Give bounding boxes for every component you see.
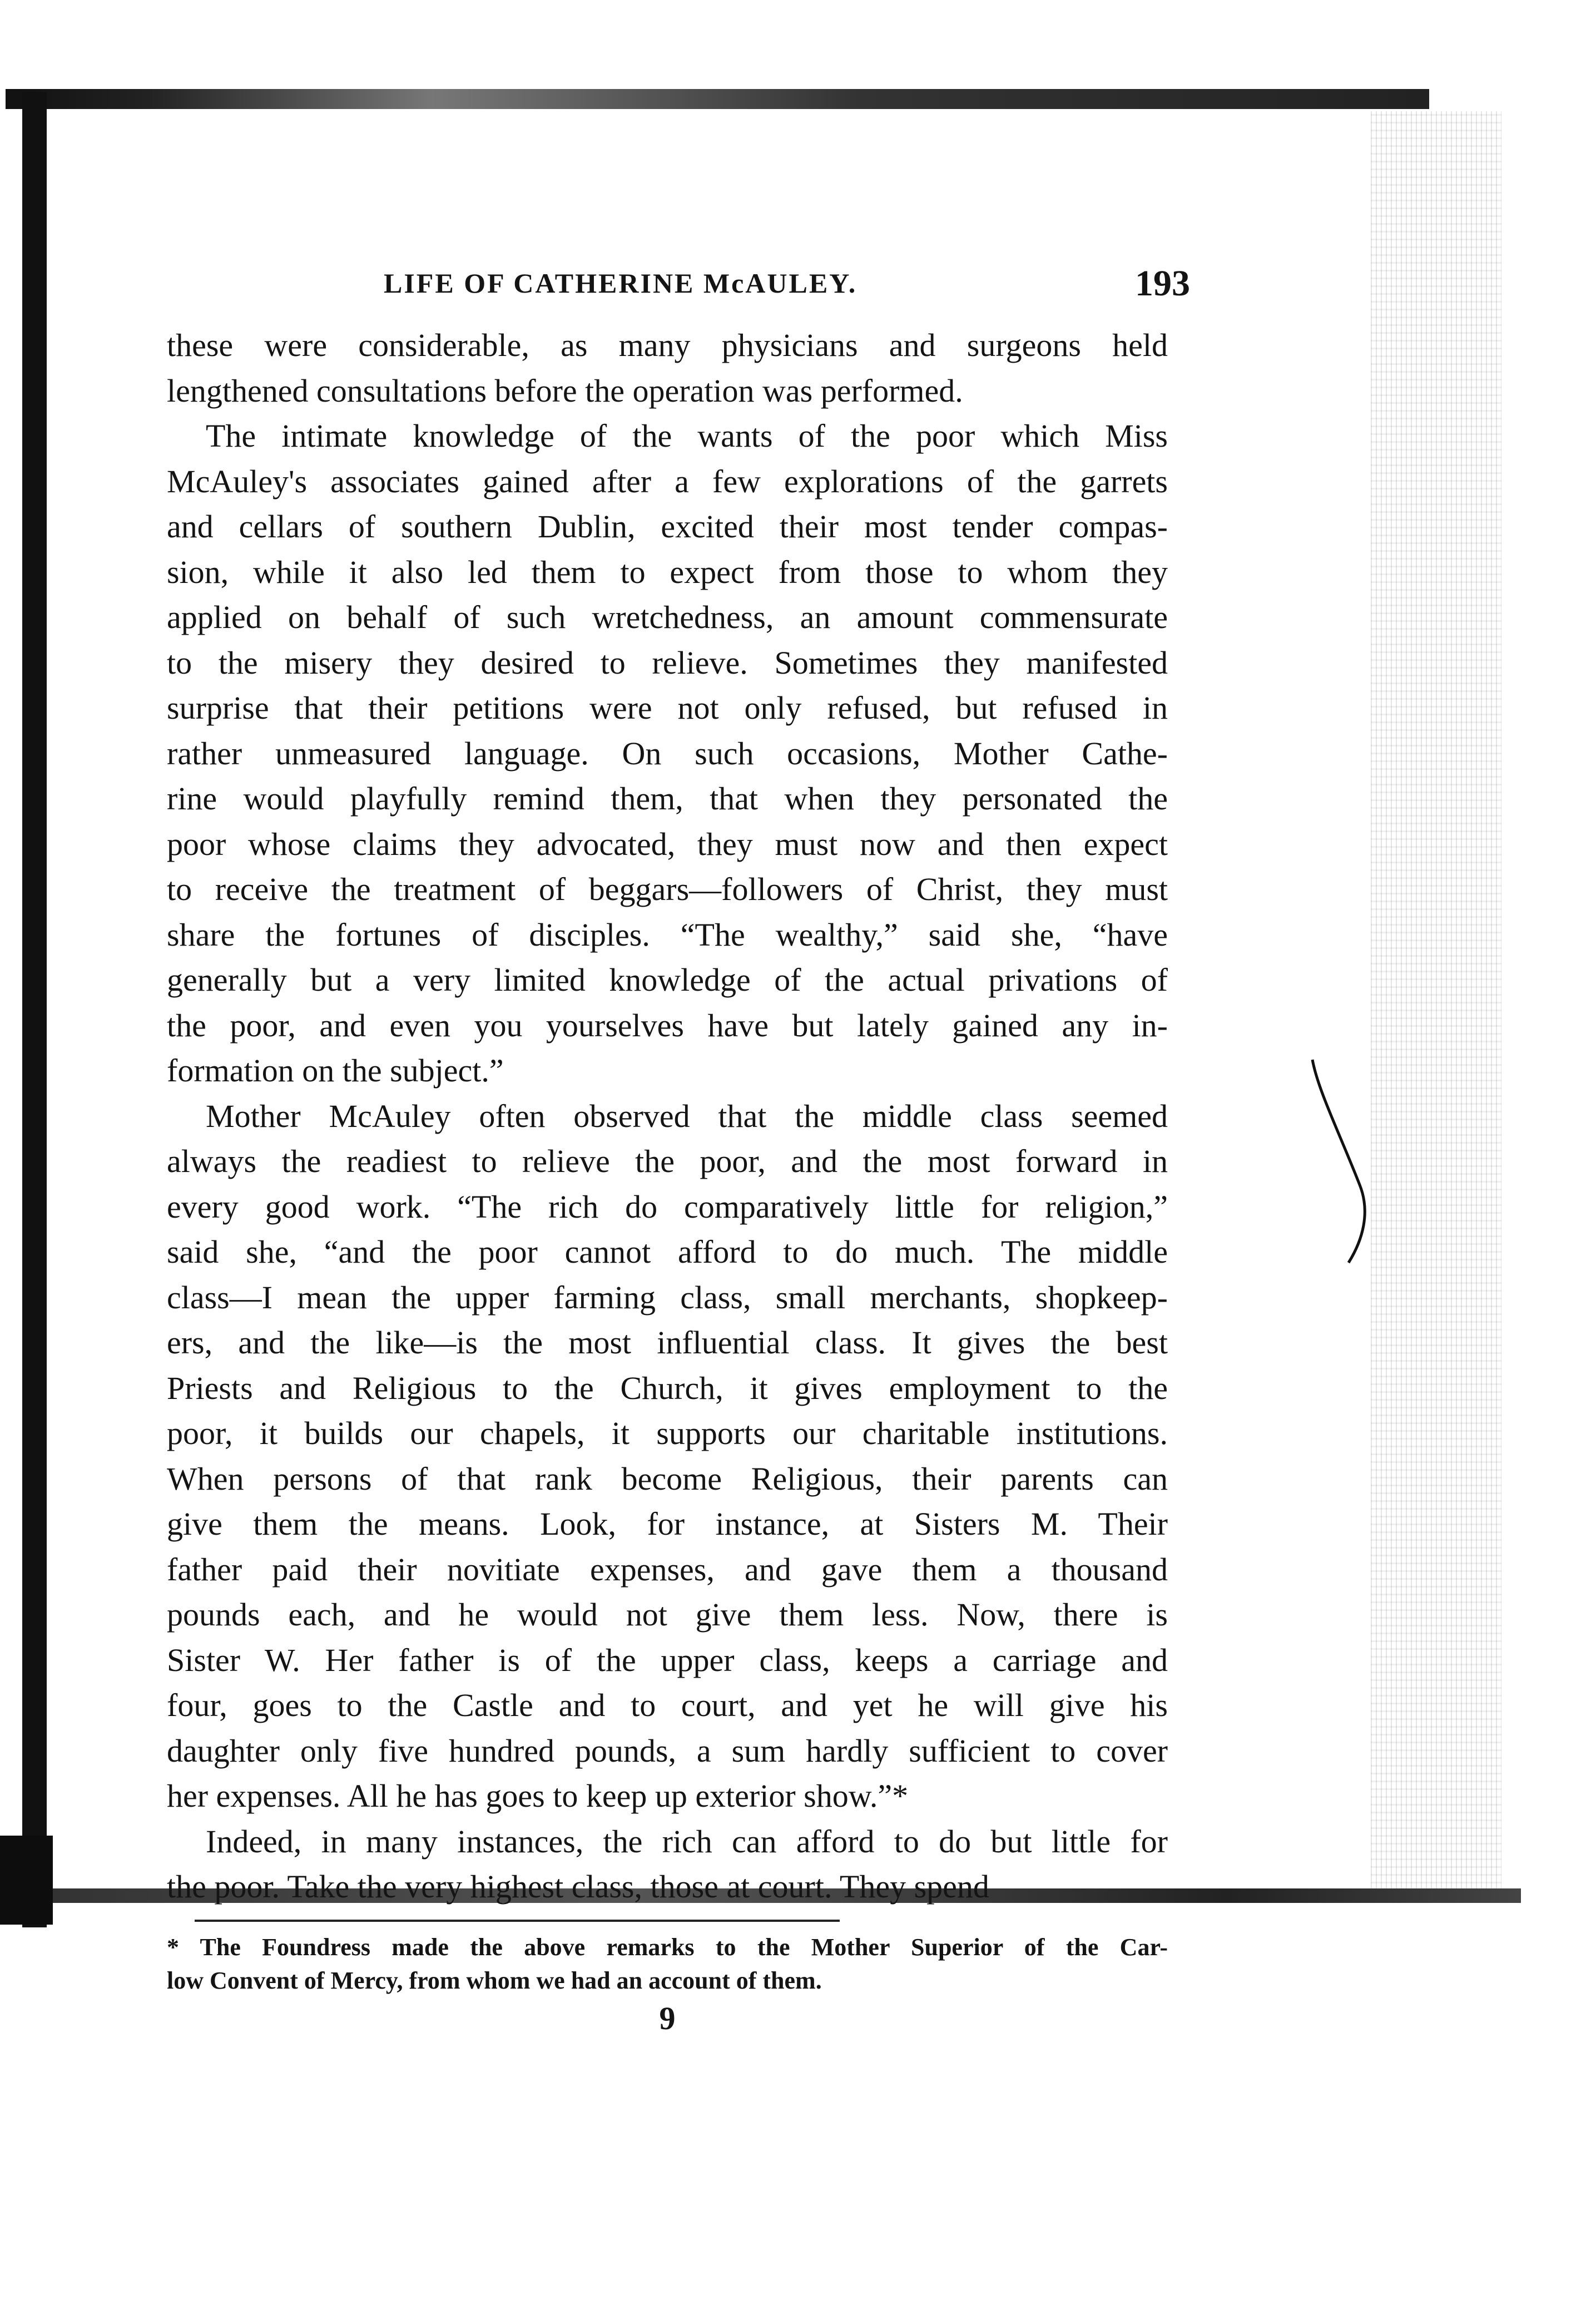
text-line: sion, while it also led them to expect from those to whom they: [167, 553, 1168, 590]
signature-mark: 9: [659, 2000, 676, 2036]
text-line: share the fortunes of disciples. “The wealthy,” said she, “have: [167, 916, 1168, 953]
book-page: [167, 256, 1190, 2037]
running-title: LIFE OF CATHERINE McAULEY.: [384, 268, 858, 299]
text-line: surprise that their petitions were not only refused, but refused in: [167, 690, 1168, 726]
text-line: rine would playfully remind them, that when they personated the: [167, 780, 1168, 817]
text-line: When persons of that rank become Religious, their parents can: [167, 1460, 1168, 1497]
margin-pencil-mark: [1307, 1057, 1385, 1268]
text-line: these were considerable, as many physicians and surgeons held: [167, 327, 1168, 363]
text-line: every good work. “The rich do comparatively little for religion,”: [167, 1188, 1168, 1225]
text-line: Indeed, in many instances, the rich can afford to do but little for: [206, 1823, 1168, 1860]
footnote-line: * The Foundress made the above remarks to the Mother Superior of the Car-: [167, 1933, 1168, 1961]
scan-left-border: [22, 92, 47, 1927]
text-line: Mother McAuley often observed that the middle class seemed: [206, 1097, 1168, 1134]
text-line: and cellars of southern Dublin, excited their most tender compas-: [167, 508, 1168, 545]
scan-left-border-bottom: [0, 1836, 53, 1925]
page-number: 193: [1135, 263, 1190, 304]
text-line: daughter only five hundred pounds, a sum hardly sufficient to cover: [167, 1732, 1168, 1769]
text-line: father paid their novitiate expenses, and gave them a thousand: [167, 1551, 1168, 1588]
paragraph: [167, 1819, 1168, 1910]
text-line: formation on the subject.”: [167, 1052, 504, 1089]
text-line: class—I mean the upper farming class, small merchants, shopkeep-: [167, 1279, 1168, 1316]
scan-top-border: [6, 89, 1429, 109]
text-line: to the misery they desired to relieve. Sometimes they manifested: [167, 644, 1168, 681]
text-line: Priests and Religious to the Church, it gives employment to the: [167, 1369, 1168, 1406]
text-line: the poor, and even you yourselves have but lately gained any in-: [167, 1007, 1168, 1044]
paragraph: [167, 413, 1168, 1094]
text-line: rather unmeasured language. On such occasions, Mother Cathe-: [167, 735, 1168, 772]
running-head: [167, 256, 1190, 323]
text-line: give them the means. Look, for instance, at Sisters M. Their: [167, 1506, 1168, 1542]
paragraph: [167, 323, 1168, 413]
text-line: lengthened consultations before the operation was performed.: [167, 372, 963, 409]
text-line: her expenses. All he has goes to keep up exterior show.”*: [167, 1778, 909, 1814]
footnote: [167, 1931, 1168, 1997]
text-line: McAuley's associates gained after a few explorations of the garrets: [167, 463, 1168, 500]
scan-page-edge: [1371, 111, 1501, 1891]
text-line: said she, “and the poor cannot afford to do much. The middle: [167, 1234, 1168, 1270]
text-line: always the readiest to relieve the poor, and the most forward in: [167, 1143, 1168, 1179]
text-line: the poor. Take the very highest class, those at court. They spend: [167, 1868, 989, 1905]
text-line: poor, it builds our chapels, it supports our charitable institutions.: [167, 1415, 1168, 1451]
text-line: pounds each, and he would not give them less. Now, there is: [167, 1596, 1168, 1633]
text-line: poor whose claims they advocated, they must now and then expect: [167, 825, 1168, 862]
body-text: [167, 323, 1168, 1910]
text-line: ers, and the like—is the most influential class. It gives the best: [167, 1324, 1168, 1361]
footnote-rule: [195, 1920, 840, 1922]
text-line: to receive the treatment of beggars—followers of Christ, they must: [167, 871, 1168, 907]
text-line: generally but a very limited knowledge of the actual privations of: [167, 962, 1168, 998]
text-line: The intimate knowledge of the wants of the poor which Miss: [206, 418, 1168, 454]
text-line: Sister W. Her father is of the upper class, keeps a carriage and: [167, 1641, 1168, 1678]
text-line: applied on behalf of such wretchedness, an amount commensurate: [167, 599, 1168, 635]
paragraph: [167, 1094, 1168, 1819]
text-line: four, goes to the Castle and to court, and yet he will give his: [167, 1687, 1168, 1723]
footnote-line: low Convent of Mercy, from whom we had an account of them.: [167, 1966, 822, 1994]
